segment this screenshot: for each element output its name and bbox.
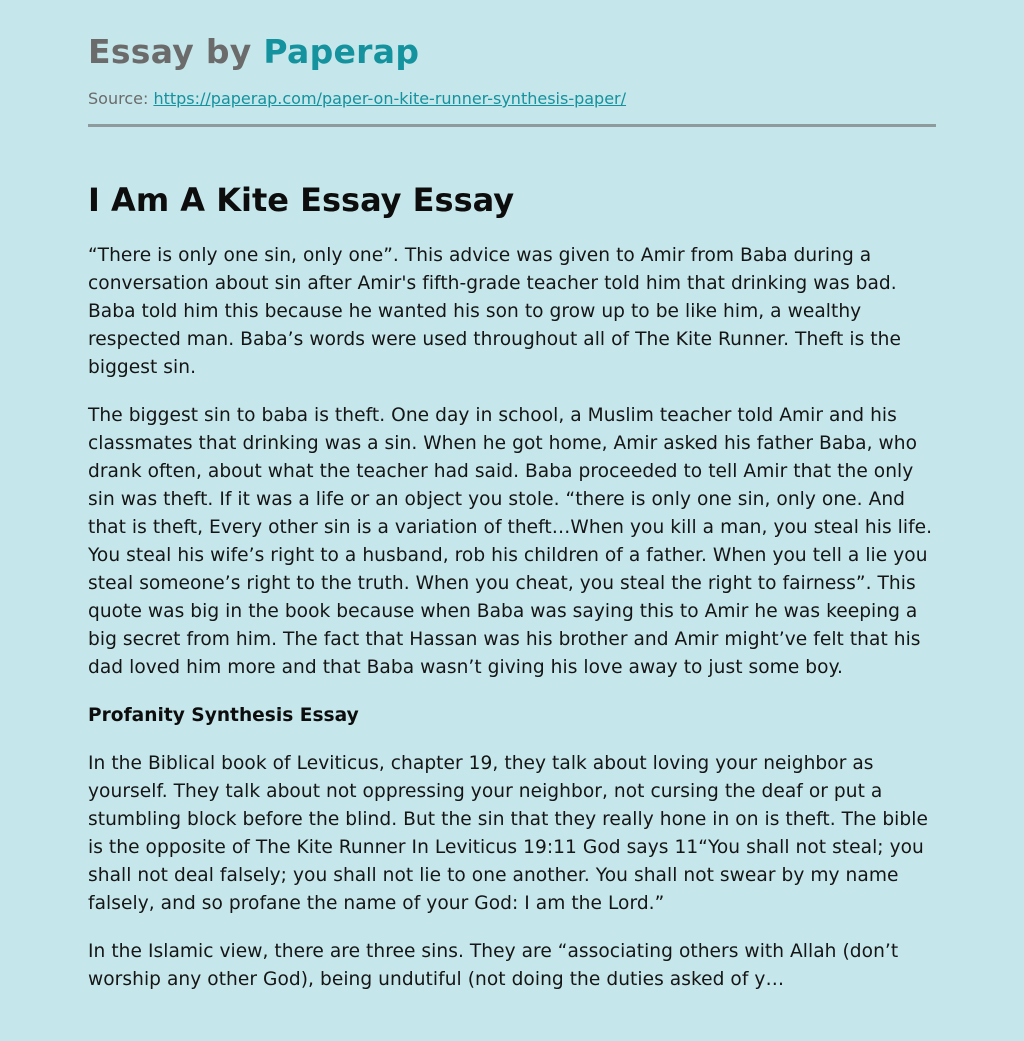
essay-body	[88, 242, 936, 994]
paragraph: In the Islamic view, there are three sins. They are “associating others with Allah (don’t worship any other God), being undutiful (not doing the duties asked of y…	[88, 941, 899, 990]
paragraph: In the Biblical book of Leviticus, chapter 19, they talk about loving your neighbor as yourself. They talk about not oppressing your neighbor, not cursing the deaf or put a stumbling block before the blind. But the sin that they really hone in on is theft. The bible is the opposite of The Kite Runner In Leviticus 19:11 God says 11“You shall not steal; you shall not deal falsely; you shall not lie to one another. You shall not swear by my name falsely, and so profane the name of your God: I am the Lord.”	[88, 753, 928, 914]
site-brand[interactable]	[88, 0, 936, 72]
source-label: Source:	[88, 89, 149, 108]
essay-page	[88, 0, 936, 994]
source-line	[88, 89, 936, 109]
brand-prefix: Essay by	[88, 32, 264, 71]
brand-name: Paperap	[263, 32, 420, 71]
paragraph: The biggest sin to baba is theft. One day in school, a Muslim teacher told Amir and his classmates that drinking was a sin. When he got home, Amir asked his father Baba, who drank often, about what the teacher had said. Baba proceeded to tell Amir that the only sin was theft. If it was a life or an object you stole. “there is only one sin, only one. And that is theft, Every other sin is a variation of theft…When you kill a man, you steal his life. You steal his wife’s right to a husband, rob his children of a father. When you tell a lie you steal someone’s right to the truth. When you cheat, you steal the right to fairness”. This quote was big in the book because when Baba was saying this to Amir he was keeping a big secret from him. The fact that Hassan was his brother and Amir might’ve felt that his dad loved him more and that Baba wasn’t giving his love away to just some boy.	[88, 405, 933, 678]
header-divider	[88, 124, 936, 127]
source-link[interactable]: https://paperap.com/paper-on-kite-runner-synthesis-paper/	[153, 89, 627, 108]
paragraph: “There is only one sin, only one”. This advice was given to Amir from Baba during a conversation about sin after Amir's fifth-grade teacher told him that drinking was bad. Baba told him this because he wanted his son to grow up to be like him, a wealthy respected man. Baba’s words were used throughout all of The Kite Runner. Theft is the biggest sin.	[88, 245, 901, 378]
page-title: I Am A Kite Essay Essay	[88, 181, 515, 219]
section-heading: Profanity Synthesis Essay	[88, 705, 359, 726]
